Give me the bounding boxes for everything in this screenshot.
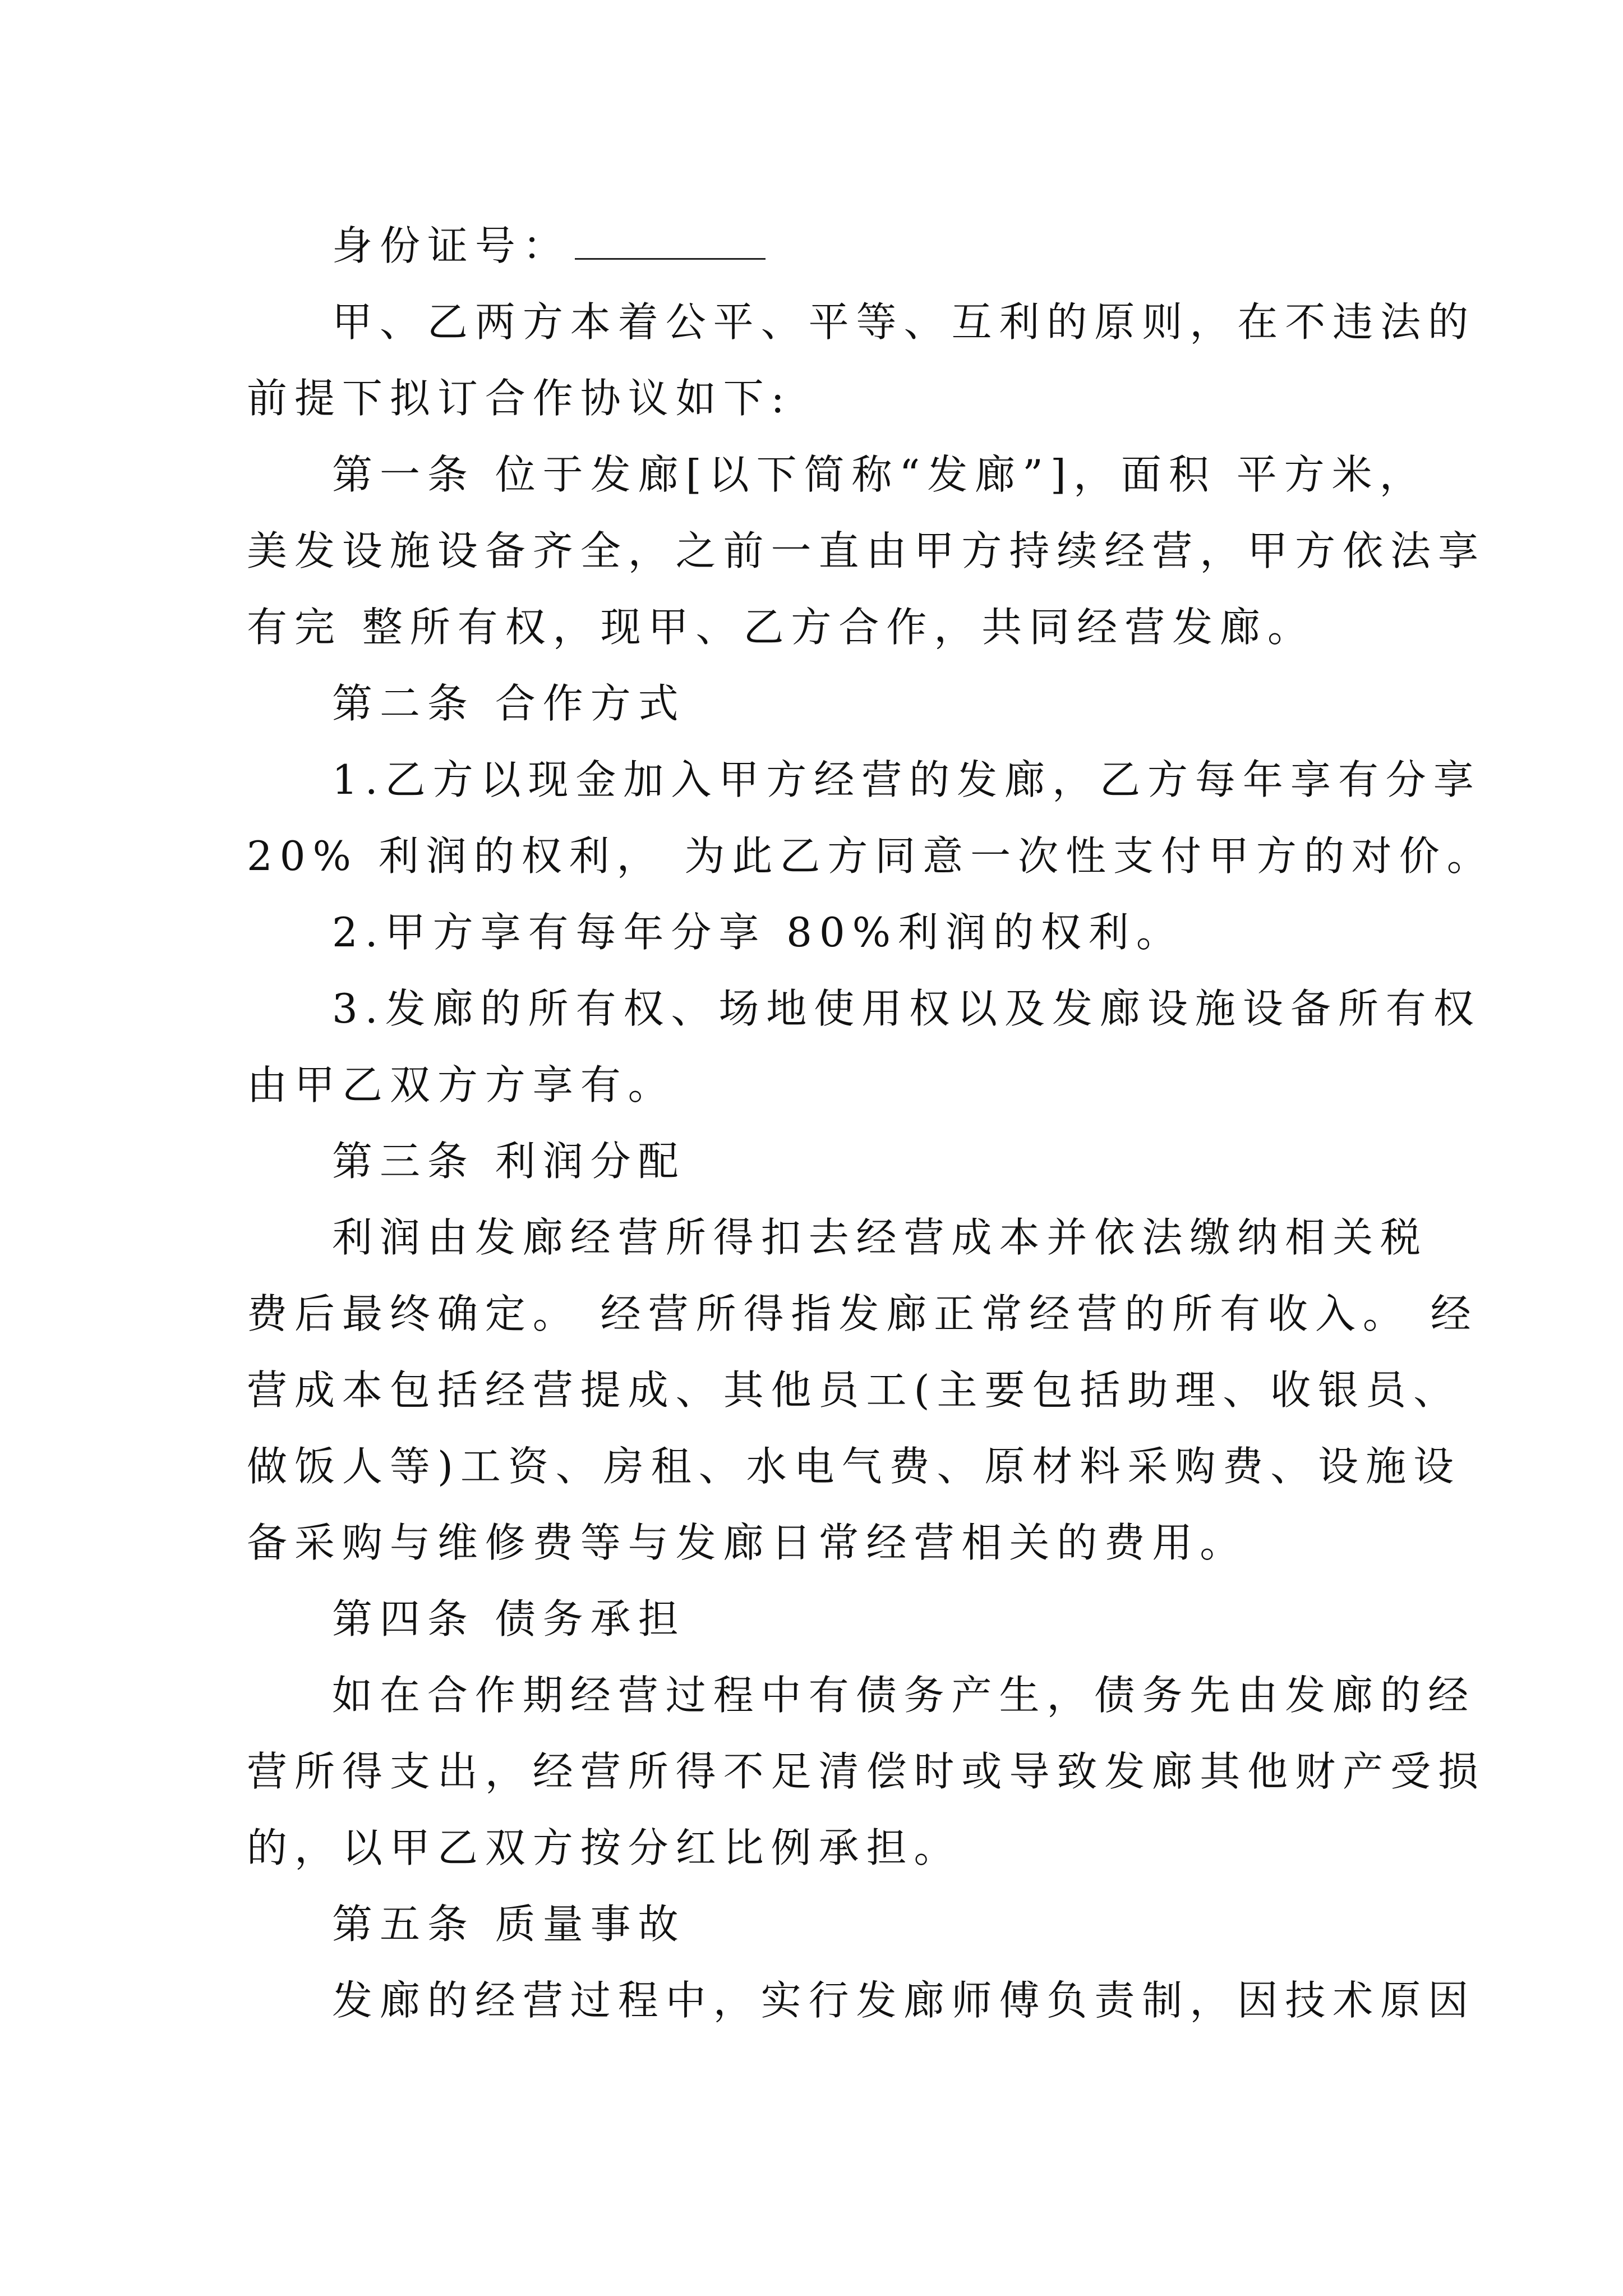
article-2-item-3-line-1: 3.发廊的所有权、场地使用权以及发廊设施设备所有权 xyxy=(332,985,1481,1032)
article-3-heading: 第三条 利润分配 xyxy=(332,1138,686,1185)
article-4-line-2: 营所得支出，经营所得不足清偿时或导致发廊其他财产受损 xyxy=(247,1748,1486,1795)
document-body xyxy=(247,208,1495,2039)
article-5-heading: 第五条 质量事故 xyxy=(332,1901,686,1948)
article-2-heading: 第二条 合作方式 xyxy=(332,680,686,727)
article-1-line-3: 有完 整所有权，现甲、乙方合作，共同经营发廊。 xyxy=(247,604,1315,651)
article-2-item-1-line-2: 20% 利润的权利， 为此乙方同意一次性支付甲方的对价。 xyxy=(247,832,1495,880)
article-5-line-1: 发廊的经营过程中，实行发廊师傅负责制，因技术原因 xyxy=(332,1977,1476,2024)
article-4-line-1: 如在合作期经营过程中有债务产生，债务先由发廊的经 xyxy=(332,1672,1476,1719)
article-1-line-1: 第一条 位于发廊[以下简称“发廊”]，面积 平方米， xyxy=(332,451,1427,498)
intro-line-2: 前提下拟订合作协议如下: xyxy=(247,375,792,422)
article-4-line-3: 的，以甲乙双方按分红比例承担。 xyxy=(247,1824,962,1871)
article-3-line-3: 营成本包括经营提成、其他员工(主要包括助理、收银员、 xyxy=(247,1366,1461,1414)
article-3-line-4: 做饭人等)工资、房租、水电气费、原材料采购费、设施设 xyxy=(247,1443,1461,1490)
id-number-blank xyxy=(575,222,766,260)
article-3-line-5: 备采购与维修费等与发廊日常经营相关的费用。 xyxy=(247,1519,1248,1566)
intro-line-1: 甲、乙两方本着公平、平等、互利的原则，在不违法的 xyxy=(332,298,1476,346)
article-3-line-1: 利润由发廊经营所得扣去经营成本并依法缴纳相关税 xyxy=(332,1214,1428,1261)
article-2-item-2: 2.甲方享有每年分享 80%利润的权利。 xyxy=(332,909,1184,956)
article-4-heading: 第四条 债务承担 xyxy=(332,1595,686,1642)
id-number-line xyxy=(247,208,1376,284)
article-3-line-2: 费后最终确定。 经营所得指发廊正常经营的所有收入。 经 xyxy=(247,1290,1478,1337)
article-2-item-3-line-2: 由甲乙双方方享有。 xyxy=(247,1061,676,1108)
id-number-label: 身份证号： xyxy=(332,222,570,269)
article-1-line-2: 美发设施设备齐全，之前一直由甲方持续经营，甲方依法享 xyxy=(247,527,1486,574)
article-2-item-1-line-1: 1.乙方以现金加入甲方经营的发廊，乙方每年享有分享 xyxy=(332,756,1481,803)
